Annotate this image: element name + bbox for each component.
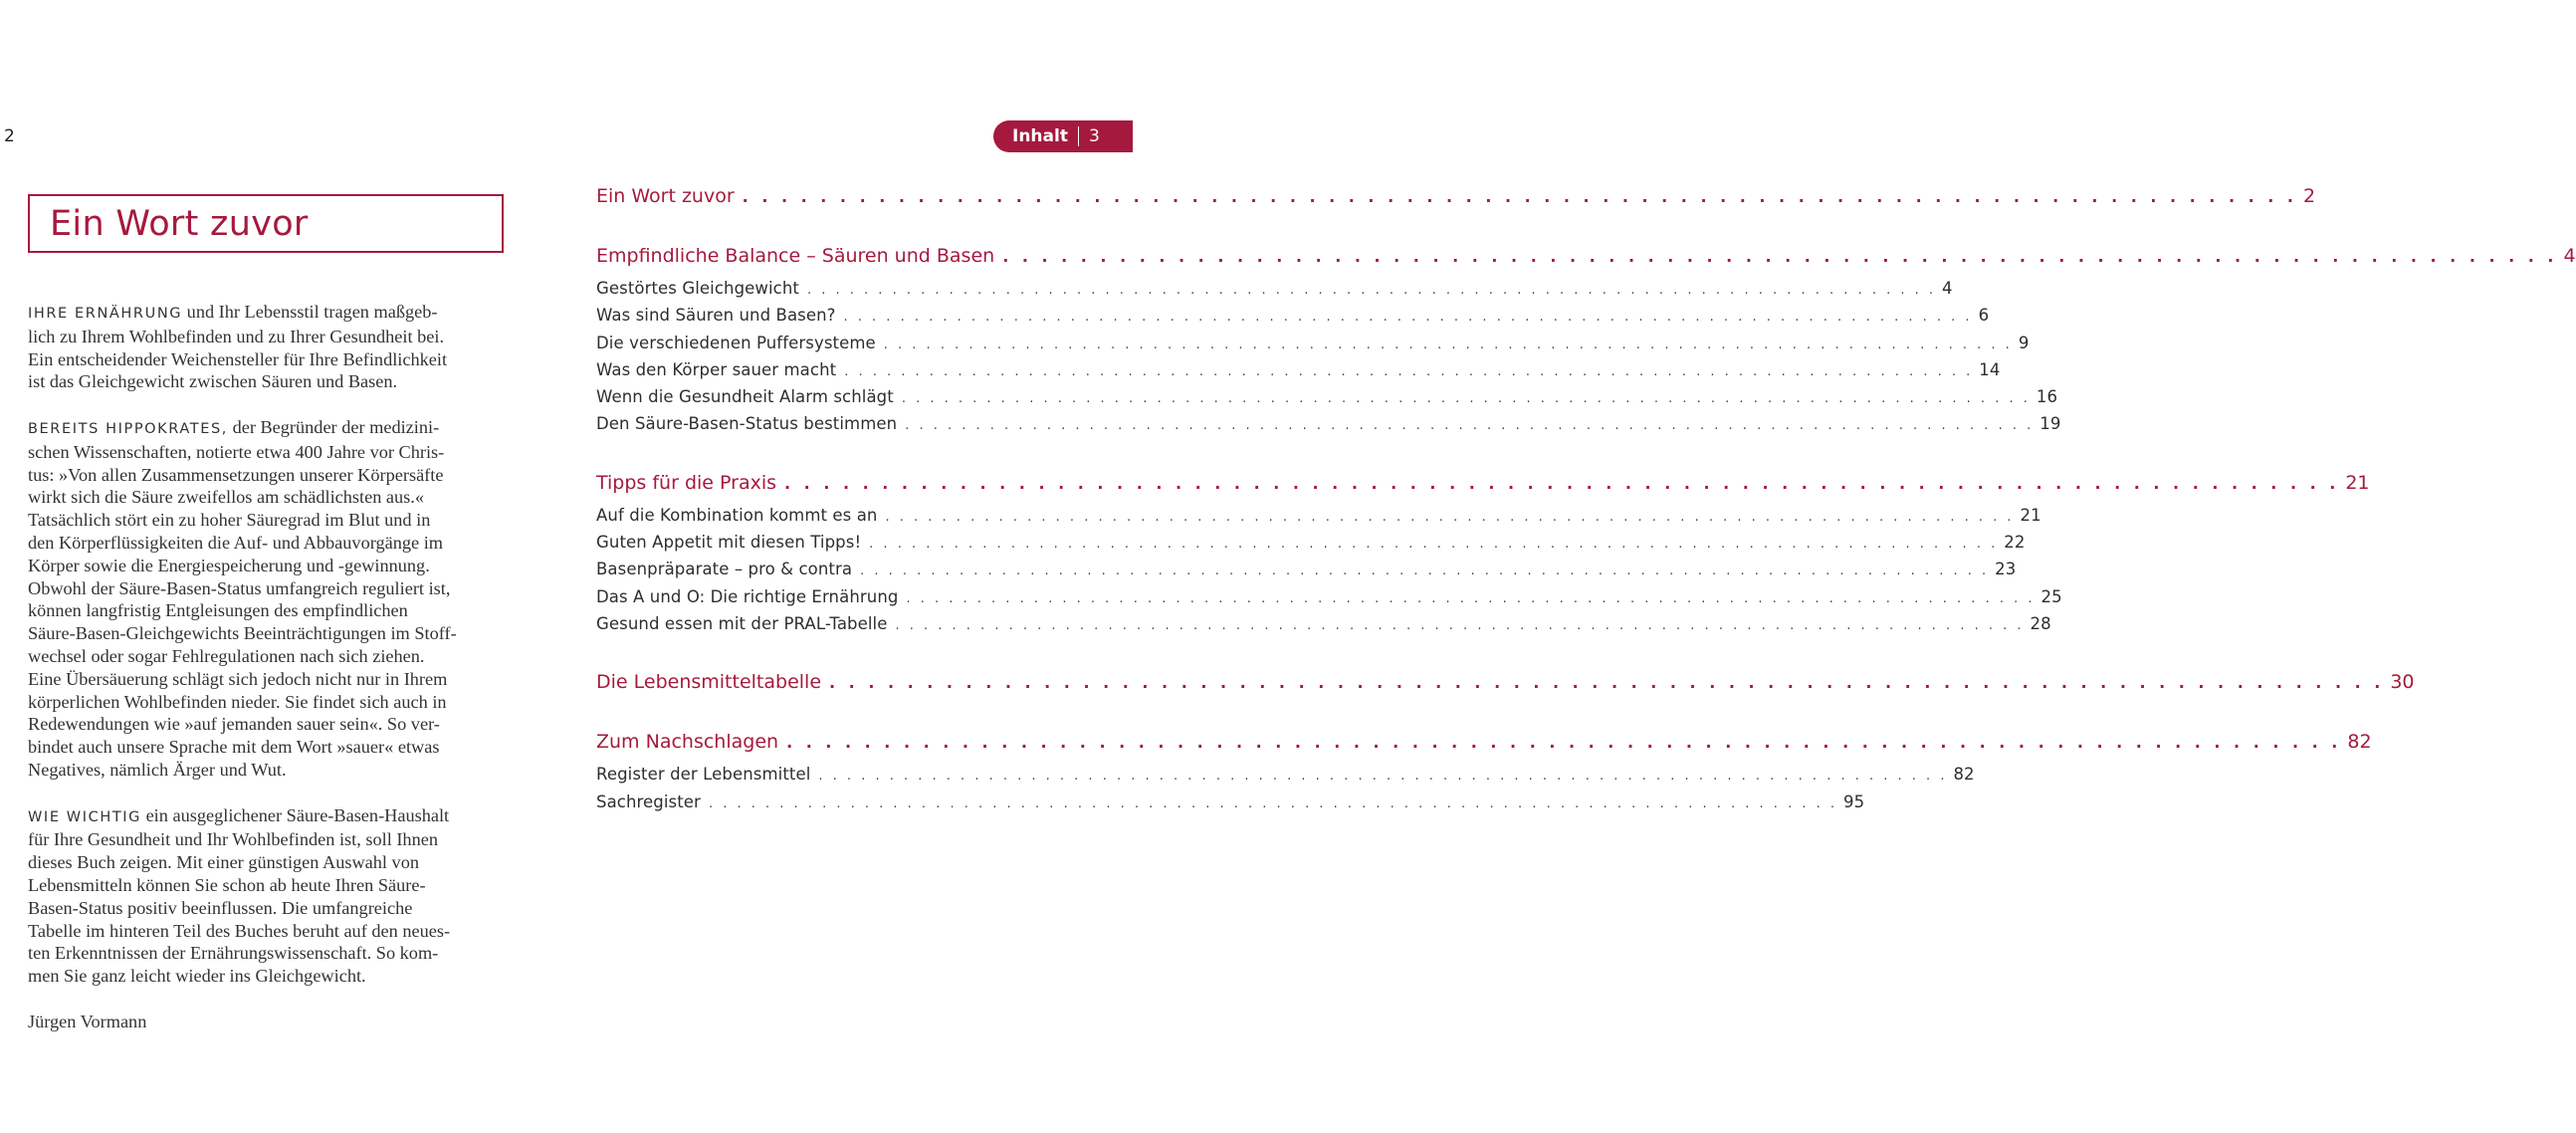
paragraph xyxy=(28,416,506,782)
tab-label: Inhalt xyxy=(1012,126,1068,146)
section-tab xyxy=(993,120,1133,152)
toc-page-number: 16 xyxy=(2036,387,2058,407)
text-line: ist das Gleichgewicht zwischen Säuren und Basen. xyxy=(28,371,398,392)
text-line: dieses Buch zeigen. Mit einer günstigen Auswahl von xyxy=(28,852,419,873)
toc-page-number: 9 xyxy=(2018,333,2030,352)
text-line: wirkt sich die Säure zweifellos am schädlichsten aus.« xyxy=(28,487,425,508)
toc-spacer xyxy=(596,641,1076,671)
paragraph xyxy=(28,301,506,393)
toc-item[interactable] xyxy=(596,792,1865,819)
toc-title: Das A und O: Die richtige Ernährung xyxy=(596,586,899,606)
text-line: Tabelle im hinteren Teil des Buches beruht auf den neues- xyxy=(28,920,451,941)
toc-title: Die Lebensmitteltabelle xyxy=(596,671,822,694)
toc-page-number: 82 xyxy=(2347,731,2372,754)
toc-item[interactable] xyxy=(596,387,2058,414)
text-line: men Sie ganz leicht wieder ins Gleichgewicht. xyxy=(28,966,366,987)
dot-leader: . . . . . . . . . . . . . . . . . . . . . . . . . . . . . . . . . . . . . . . . . . . . . . . . . . . . . . . . . . . . . . . . . . . . . . . . . . . . . . . . xyxy=(906,590,2036,606)
text-line: tus: »Von allen Zusammensetzungen unserer Körpersäfte xyxy=(28,464,444,485)
text-line: ten Erkenntnissen der Ernährungswissenschaft. So kom- xyxy=(28,943,439,964)
toc-item[interactable] xyxy=(596,765,1975,792)
dot-leader: . . . . . . . . . . . . . . . . . . . . . . . . . . . . . . . . . . . . . . . . . . . . . . . . . . . . . . . . . . . . . . . . . . . . . . . . . . . . . . . . xyxy=(784,473,2340,493)
toc-title: Gesund essen mit der PRAL-Tabelle xyxy=(596,613,888,633)
text-line: für Ihre Gesundheit und Ihr Wohlbefinden ist, soll Ihnen xyxy=(28,829,438,850)
toc-page-number: 28 xyxy=(2030,613,2051,633)
author-signature: Jürgen Vormann xyxy=(28,1011,147,1031)
paragraph-lead-rest: ein ausgeglichener Säure-Basen-Haushalt xyxy=(141,804,450,825)
toc-title: Guten Appetit mit diesen Tipps! xyxy=(596,533,862,553)
toc-title: Sachregister xyxy=(596,792,701,811)
toc-page-number: 4 xyxy=(2563,245,2576,267)
toc-section[interactable] xyxy=(596,185,2316,215)
toc-section[interactable] xyxy=(596,245,2576,275)
toc-section[interactable] xyxy=(596,731,2372,761)
dot-leader: . . . . . . . . . . . . . . . . . . . . . . . . . . . . . . . . . . . . . . . . . . . . . . . . . . . . . . . . . . . . . . . . . . . . . . . . . . . . . . . . xyxy=(869,537,1999,553)
toc-section[interactable] xyxy=(596,671,2415,701)
toc-item[interactable] xyxy=(596,414,2061,441)
toc-page-number: 21 xyxy=(2020,505,2041,525)
dot-leader: . . . . . . . . . . . . . . . . . . . . . . . . . . . . . . . . . . . . . . . . . . . . . . . . . . . . . . . . . . . . . . . . . . . . . . . . . . . . . . . . xyxy=(883,337,2013,352)
dot-leader: . . . . . . . . . . . . . . . . . . . . . . . . . . . . . . . . . . . . . . . . . . . . . . . . . . . . . . . . . . . . . . . . . . . . . . . . . . . . . . . . xyxy=(742,187,2297,206)
text-line: Säure-Basen-Gleichgewichts Beeinträchtigungen im Stoff- xyxy=(28,623,457,644)
paragraph-lead-rest: und Ihr Lebensstil tragen maßgeb- xyxy=(182,302,438,322)
toc-item[interactable] xyxy=(596,613,2051,641)
text-line: Negatives, nämlich Ärger und Wut. xyxy=(28,759,287,780)
toc-title: Ein Wort zuvor xyxy=(596,185,735,207)
text-line: Ein entscheidender Weichensteller für Ihre Befindlichkeit xyxy=(28,348,448,369)
foreword-text xyxy=(28,301,506,1055)
toc-title: Was den Körper sauer macht xyxy=(596,359,837,379)
toc-page-number: 6 xyxy=(1978,306,1990,326)
text-line: Basen-Status positiv beeinflussen. Die umfangreiche xyxy=(28,897,413,918)
toc-item[interactable] xyxy=(596,359,2001,387)
text-line xyxy=(28,301,506,326)
toc-page-number: 22 xyxy=(2004,533,2026,553)
dot-leader: . . . . . . . . . . . . . . . . . . . . . . . . . . . . . . . . . . . . . . . . . . . . . . . . . . . . . . . . . . . . . . . . . . . . . . . . . . . . . . . . xyxy=(905,418,2035,434)
toc-title: Die verschiedenen Puffersysteme xyxy=(596,333,876,352)
toc-title: Tipps für die Praxis xyxy=(596,471,777,494)
toc-item[interactable] xyxy=(596,505,2041,533)
dot-leader: . . . . . . . . . . . . . . . . . . . . . . . . . . . . . . . . . . . . . . . . . . . . . . . . . . . . . . . . . . . . . . . . . . . . . . . . . . . . . . . . xyxy=(895,617,2025,633)
toc-title: Basenpräparate – pro & contra xyxy=(596,560,853,579)
paragraph xyxy=(28,804,506,988)
text-line: Tatsächlich stört ein zu hoher Säuregrad im Blut und in xyxy=(28,510,431,531)
toc-title: Register der Lebensmittel xyxy=(596,765,811,785)
text-line: den Körperflüssigkeiten die Auf- und Abbauvorgänge im xyxy=(28,532,443,553)
paragraph-lead: IHRE ERNÄHRUNG xyxy=(28,306,183,322)
dot-leader: . . . . . . . . . . . . . . . . . . . . . . . . . . . . . . . . . . . . . . . . . . . . . . . . . . . . . . . . . . . . . . . . . . . . . . . . . . . . . . . . xyxy=(786,733,2342,753)
toc-page-number: 19 xyxy=(2039,414,2061,434)
text-line: schen Wissenschaften, notierte etwa 400 Jahre vor Chris- xyxy=(28,441,445,462)
text-line: Redewendungen wie »auf jemanden sauer sein«. So ver- xyxy=(28,714,440,735)
chapter-title: Ein Wort zuvor xyxy=(50,204,309,244)
toc-spacer xyxy=(596,215,1076,245)
toc-page-number: 14 xyxy=(1979,359,2001,379)
toc-title: Auf die Kombination kommt es an xyxy=(596,505,878,525)
toc-spacer xyxy=(596,701,1076,731)
text-line: Obwohl der Säure-Basen-Status umfangreich reguliert ist, xyxy=(28,577,451,598)
toc-page-number: 30 xyxy=(2390,671,2415,694)
toc-title: Was sind Säuren und Basen? xyxy=(596,306,836,326)
toc-title: Den Säure-Basen-Status bestimmen xyxy=(596,414,898,434)
toc-title: Wenn die Gesundheit Alarm schlägt xyxy=(596,387,894,407)
dot-leader: . . . . . . . . . . . . . . . . . . . . . . . . . . . . . . . . . . . . . . . . . . . . . . . . . . . . . . . . . . . . . . . . . . . . . . . . . . . . . . . . xyxy=(843,310,1973,326)
text-line: können langfristig Entgleisungen des empfindlichen xyxy=(28,600,408,621)
toc-page-number: 95 xyxy=(1843,792,1865,811)
dot-leader: . . . . . . . . . . . . . . . . . . . . . . . . . . . . . . . . . . . . . . . . . . . . . . . . . . . . . . . . . . . . . . . . . . . . . . . . . . . . . . . . xyxy=(860,564,1990,579)
toc-title: Zum Nachschlagen xyxy=(596,731,779,754)
text-line xyxy=(28,416,506,441)
toc-page-number: 4 xyxy=(1942,279,1953,298)
toc-title: Empfindliche Balance – Säuren und Basen xyxy=(596,245,995,267)
text-line: bindet auch unsere Sprache mit dem Wort »sauer« etwas xyxy=(28,737,440,758)
dot-leader: . . . . . . . . . . . . . . . . . . . . . . . . . . . . . . . . . . . . . . . . . . . . . . . . . . . . . . . . . . . . . . . . . . . . . . . . . . . . . . . . xyxy=(844,363,1974,379)
toc-page-number: 23 xyxy=(1995,560,2017,579)
toc-page-number: 25 xyxy=(2040,586,2062,606)
paragraph-lead-rest: der Begründer der medizini- xyxy=(228,416,440,437)
text-line: Körper sowie die Energiespeicherung und -gewinnung. xyxy=(28,555,430,575)
dot-leader: . . . . . . . . . . . . . . . . . . . . . . . . . . . . . . . . . . . . . . . . . . . . . . . . . . . . . . . . . . . . . . . . . . . . . . . . . . . . . . . . xyxy=(829,673,2385,693)
toc-item[interactable] xyxy=(596,333,2030,360)
paragraph-lead: BEREITS HIPPOKRATES, xyxy=(28,420,228,437)
left-page-number: 2 xyxy=(4,126,15,146)
text-line: körperlichen Wohlbefinden nieder. Sie findet sich auch in xyxy=(28,691,447,712)
tab-divider xyxy=(1078,126,1079,146)
dot-leader: . . . . . . . . . . . . . . . . . . . . . . . . . . . . . . . . . . . . . . . . . . . . . . . . . . . . . . . . . . . . . . . . . . . . . . . . . . . . . . . . xyxy=(806,283,1937,298)
dot-leader: . . . . . . . . . . . . . . . . . . . . . . . . . . . . . . . . . . . . . . . . . . . . . . . . . . . . . . . . . . . . . . . . . . . . . . . . . . . . . . . . xyxy=(885,509,2015,525)
toc-item[interactable] xyxy=(596,533,2026,560)
toc-page-number: 2 xyxy=(2302,185,2316,207)
text-line: wechsel oder sogar Fehlregulationen nach sich ziehen. xyxy=(28,645,425,666)
toc-section[interactable] xyxy=(596,471,2370,502)
paragraph-lead: WIE WICHTIG xyxy=(28,808,141,825)
text-line: lich zu Ihrem Wohlbefinden und zu Ihrer Gesundheit bei. xyxy=(28,326,445,346)
dot-leader: . . . . . . . . . . . . . . . . . . . . . . . . . . . . . . . . . . . . . . . . . . . . . . . . . . . . . . . . . . . . . . . . . . . . . . . . . . . . . . . . xyxy=(818,769,1948,785)
text-line: Lebensmitteln können Sie schon ab heute Ihren Säure- xyxy=(28,874,426,895)
chapter-title-box xyxy=(28,194,504,253)
toc-item[interactable] xyxy=(596,279,1953,306)
toc-page-number: 21 xyxy=(2345,471,2370,494)
toc-item[interactable] xyxy=(596,560,2017,586)
table-of-contents xyxy=(596,185,2576,819)
toc-title: Gestörtes Gleichgewicht xyxy=(596,279,799,298)
toc-spacer xyxy=(596,442,1076,472)
toc-item[interactable] xyxy=(596,586,2062,614)
toc-page-number: 82 xyxy=(1953,765,1975,785)
text-line xyxy=(28,804,506,829)
text-line: Eine Übersäuerung schlägt sich jedoch nicht nur in Ihrem xyxy=(28,668,448,689)
dot-leader: . . . . . . . . . . . . . . . . . . . . . . . . . . . . . . . . . . . . . . . . . . . . . . . . . . . . . . . . . . . . . . . . . . . . . . . . . . . . . . . . xyxy=(1002,247,2558,266)
toc-item[interactable] xyxy=(596,306,1990,333)
dot-leader: . . . . . . . . . . . . . . . . . . . . . . . . . . . . . . . . . . . . . . . . . . . . . . . . . . . . . . . . . . . . . . . . . . . . . . . . . . . . . . . . xyxy=(901,391,2031,407)
right-page-number: 3 xyxy=(1088,126,1100,146)
dot-leader: . . . . . . . . . . . . . . . . . . . . . . . . . . . . . . . . . . . . . . . . . . . . . . . . . . . . . . . . . . . . . . . . . . . . . . . . . . . . . . . . xyxy=(708,795,1837,811)
